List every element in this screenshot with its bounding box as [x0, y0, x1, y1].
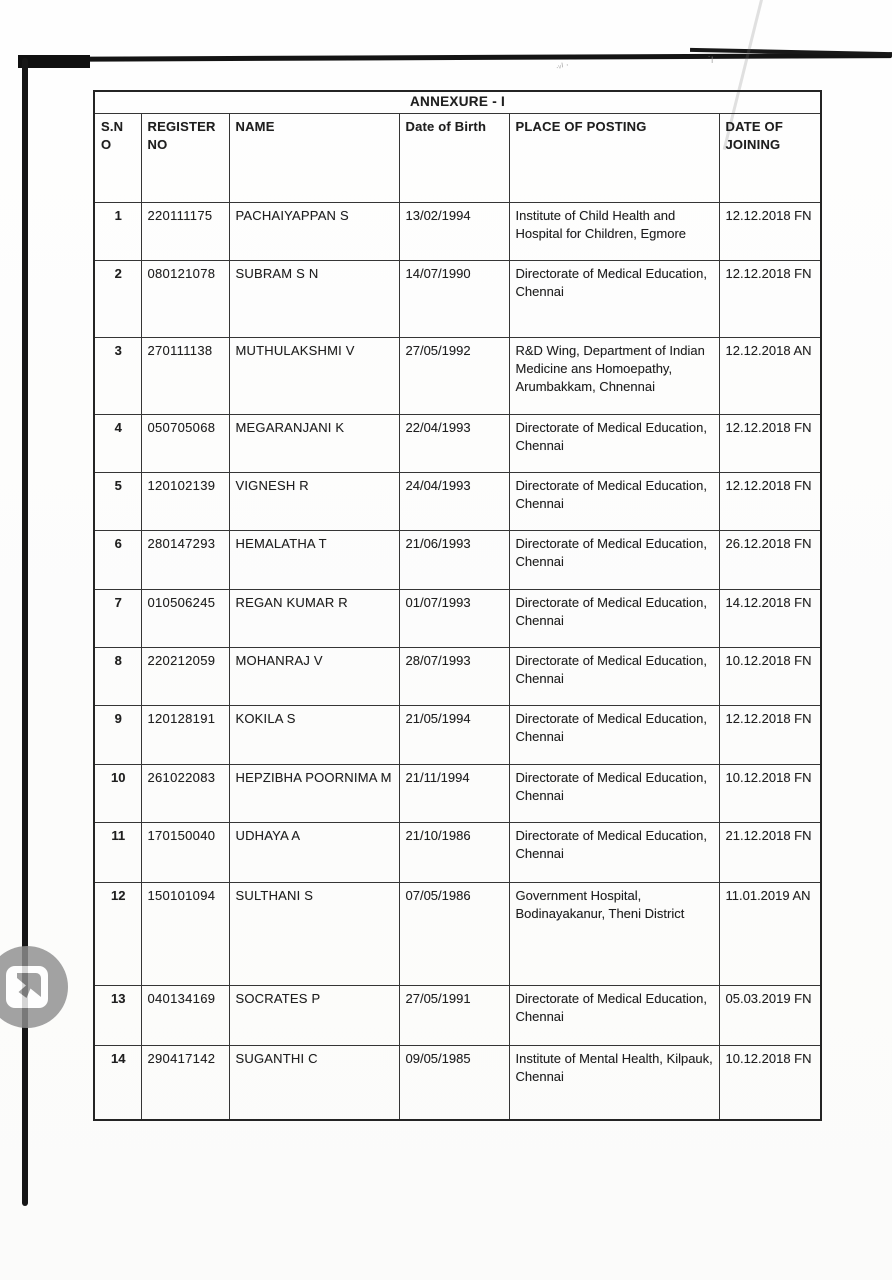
cell-date-of-joining: 10.12.2018 FN	[719, 764, 821, 822]
cell-date-of-birth: 27/05/1992	[399, 337, 509, 414]
cell-name: REGAN KUMAR R	[229, 589, 399, 647]
cell-place-of-posting: Government Hospital, Bodinayakanur, Theni District	[509, 882, 719, 985]
cell-date-of-birth: 22/04/1993	[399, 414, 509, 472]
cell-serial-number: 8	[94, 647, 141, 705]
cell-register-no: 050705068	[141, 414, 229, 472]
cell-register-no: 170150040	[141, 822, 229, 882]
cell-serial-number: 2	[94, 260, 141, 337]
table-row	[94, 337, 821, 414]
annexure-table	[93, 90, 822, 1121]
table-row	[94, 202, 821, 260]
cell-date-of-birth: 07/05/1986	[399, 882, 509, 985]
col-header-name: NAME	[229, 113, 399, 202]
cell-register-no: 290417142	[141, 1045, 229, 1120]
cell-date-of-joining: 10.12.2018 FN	[719, 1045, 821, 1120]
share-watermark-icon	[0, 944, 70, 1030]
header-row	[94, 113, 821, 202]
cell-register-no: 220212059	[141, 647, 229, 705]
cell-name: HEMALATHA T	[229, 530, 399, 589]
cell-date-of-birth: 27/05/1991	[399, 985, 509, 1045]
cell-date-of-birth: 21/11/1994	[399, 764, 509, 822]
col-header-date-of-joining: DATE OF JOINING	[719, 113, 821, 202]
scan-border-top-line	[28, 53, 892, 62]
cell-date-of-birth: 21/06/1993	[399, 530, 509, 589]
cell-place-of-posting: Directorate of Medical Education, Chennai	[509, 530, 719, 589]
table-row	[94, 822, 821, 882]
cell-name: KOKILA S	[229, 705, 399, 764]
cell-date-of-birth: 14/07/1990	[399, 260, 509, 337]
cell-serial-number: 6	[94, 530, 141, 589]
cell-name: MOHANRAJ V	[229, 647, 399, 705]
cell-register-no: 040134169	[141, 985, 229, 1045]
cell-name: SULTHANI S	[229, 882, 399, 985]
col-header-serial-no: S.N O	[94, 113, 141, 202]
cell-date-of-joining: 05.03.2019 FN	[719, 985, 821, 1045]
scan-border-left-line	[22, 58, 28, 1206]
cell-date-of-birth: 28/07/1993	[399, 647, 509, 705]
cell-date-of-birth: 24/04/1993	[399, 472, 509, 530]
cell-name: SOCRATES P	[229, 985, 399, 1045]
pencil-smudge: .ᵥı ⸳	[554, 58, 570, 71]
table-row	[94, 530, 821, 589]
cell-serial-number: 14	[94, 1045, 141, 1120]
cell-name: MEGARANJANI K	[229, 414, 399, 472]
cell-name: SUGANTHI C	[229, 1045, 399, 1120]
cell-serial-number: 11	[94, 822, 141, 882]
cell-date-of-joining: 14.12.2018 FN	[719, 589, 821, 647]
cell-name: VIGNESH R	[229, 472, 399, 530]
cell-register-no: 270111138	[141, 337, 229, 414]
page-title: ANNEXURE - I	[94, 91, 821, 113]
cell-place-of-posting: Directorate of Medical Education, Chennai	[509, 985, 719, 1045]
col-header-date-of-birth: Date of Birth	[399, 113, 509, 202]
cell-place-of-posting: Directorate of Medical Education, Chennai	[509, 260, 719, 337]
cell-date-of-birth: 09/05/1985	[399, 1045, 509, 1120]
table-row	[94, 589, 821, 647]
cell-date-of-joining: 12.12.2018 FN	[719, 705, 821, 764]
cell-serial-number: 3	[94, 337, 141, 414]
table-row	[94, 260, 821, 337]
title-row	[94, 91, 821, 113]
cell-date-of-birth: 21/05/1994	[399, 705, 509, 764]
cell-name: PACHAIYAPPAN S	[229, 202, 399, 260]
cell-place-of-posting: Directorate of Medical Education, Chennai	[509, 764, 719, 822]
cell-serial-number: 4	[94, 414, 141, 472]
cell-date-of-joining: 12.12.2018 FN	[719, 472, 821, 530]
cell-register-no: 261022083	[141, 764, 229, 822]
cell-place-of-posting: Directorate of Medical Education, Chennai	[509, 647, 719, 705]
cell-register-no: 120102139	[141, 472, 229, 530]
cell-date-of-joining: 26.12.2018 FN	[719, 530, 821, 589]
cell-register-no: 120128191	[141, 705, 229, 764]
cell-name: MUTHULAKSHMI V	[229, 337, 399, 414]
cell-name: SUBRAM S N	[229, 260, 399, 337]
pencil-smudge: ˙ǀ	[708, 55, 714, 65]
cell-place-of-posting: Institute of Mental Health, Kilpauk, Chennai	[509, 1045, 719, 1120]
cell-name: UDHAYA A	[229, 822, 399, 882]
cell-date-of-joining: 21.12.2018 FN	[719, 822, 821, 882]
cell-date-of-joining: 10.12.2018 FN	[719, 647, 821, 705]
cell-register-no: 280147293	[141, 530, 229, 589]
cell-register-no: 010506245	[141, 589, 229, 647]
col-header-place-of-posting: PLACE OF POSTING	[509, 113, 719, 202]
cell-name: HEPZIBHA POORNIMA M	[229, 764, 399, 822]
cell-date-of-birth: 21/10/1986	[399, 822, 509, 882]
cell-register-no: 220111175	[141, 202, 229, 260]
table-row	[94, 472, 821, 530]
cell-place-of-posting: Directorate of Medical Education, Chennai	[509, 414, 719, 472]
cell-register-no: 080121078	[141, 260, 229, 337]
cell-place-of-posting: R&D Wing, Department of Indian Medicine ans Homoepathy, Arumbakkam, Chnennai	[509, 337, 719, 414]
col-header-register-no: REGISTER NO	[141, 113, 229, 202]
table-row	[94, 414, 821, 472]
cell-date-of-joining: 12.12.2018 FN	[719, 260, 821, 337]
table-row	[94, 764, 821, 822]
cell-serial-number: 9	[94, 705, 141, 764]
cell-serial-number: 12	[94, 882, 141, 985]
cell-date-of-joining: 12.12.2018 AN	[719, 337, 821, 414]
cell-place-of-posting: Directorate of Medical Education, Chennai	[509, 705, 719, 764]
cell-serial-number: 1	[94, 202, 141, 260]
table-row	[94, 985, 821, 1045]
cell-date-of-joining: 12.12.2018 FN	[719, 414, 821, 472]
cell-register-no: 150101094	[141, 882, 229, 985]
table-row	[94, 1045, 821, 1120]
scan-border-corner	[18, 55, 90, 68]
cell-date-of-birth: 13/02/1994	[399, 202, 509, 260]
cell-place-of-posting: Directorate of Medical Education, Chennai	[509, 472, 719, 530]
cell-place-of-posting: Institute of Child Health and Hospital for Children, Egmore	[509, 202, 719, 260]
cell-serial-number: 7	[94, 589, 141, 647]
cell-date-of-joining: 12.12.2018 FN	[719, 202, 821, 260]
cell-serial-number: 10	[94, 764, 141, 822]
table-row	[94, 705, 821, 764]
cell-place-of-posting: Directorate of Medical Education, Chennai	[509, 822, 719, 882]
table-row	[94, 647, 821, 705]
cell-serial-number: 5	[94, 472, 141, 530]
cell-serial-number: 13	[94, 985, 141, 1045]
table-row	[94, 882, 821, 985]
cell-date-of-birth: 01/07/1993	[399, 589, 509, 647]
cell-place-of-posting: Directorate of Medical Education, Chennai	[509, 589, 719, 647]
cell-date-of-joining: 11.01.2019 AN	[719, 882, 821, 985]
